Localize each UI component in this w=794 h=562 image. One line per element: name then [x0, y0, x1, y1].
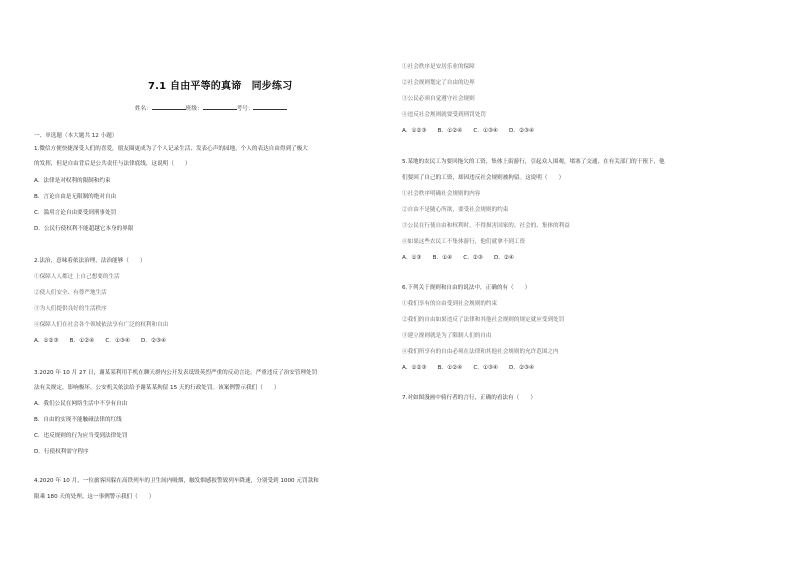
- q4-item-3: ③公民必须自觉遵守社会规则: [402, 96, 475, 102]
- q4-item-2: ②社会规则划定了自由的边界: [402, 80, 475, 86]
- q2-stem: 2.法治，意味着依法治理，法治能够（ ）: [34, 258, 146, 264]
- q5-item-2: ②自由不是随心所欲，要受社会规则的约束: [402, 207, 509, 213]
- q4-stem-line-1: 4.2020 年 10 月，一位旅客因躲在高铁列车的卫生间内吸烟，触发烟感报警致列车降速，分别受到 1000 元罚款和: [34, 478, 319, 484]
- q6-stem: 6.下列关于规则和自由的说法中，正确的有（ ）: [402, 285, 531, 291]
- q6-item-4: ④我们所享有的自由必须在法律和其他社会规则的允许范围之内: [402, 349, 559, 355]
- q7-stem: 7.对如图漫画中骑行者的言行，正确的看法有（ ）: [402, 395, 536, 401]
- q1-option-c: C．滥用言论自由要受到刑事处罚: [34, 210, 117, 216]
- q3-stem-line-1: 3.2020 年 10 月 27 日，谢某某利用手机在聊天群内公开发表诋毁英烈严重的反动言论，严重违反了治安管理处罚: [34, 370, 318, 376]
- q5-item-3: ③公民在行使自由和权利时，不得损害国家的、社会的、集体的利益: [402, 223, 570, 229]
- q3-option-c: C．违反规则的行为应当受到法律处罚: [34, 433, 128, 439]
- exam-no-label: 考号：: [236, 106, 254, 112]
- student-info-line: [135, 103, 287, 112]
- q2-item-1: ①保障人人都过 上自己想要的生活: [34, 274, 120, 280]
- q5-stem-line-1: 5.某地的农民工为要回拖欠的工资，集体上街游行，引起众人围观，堵塞了交通，在有关部门的干预下，他: [402, 159, 665, 165]
- q2-item-3: ③为人们提供良好的生活秩序: [34, 306, 107, 312]
- q1-option-b: B．言论自由是无限制的绝对自由: [34, 194, 117, 200]
- q4-choices: A．①②③ B．①②④ C．①③④ D．②③④: [402, 128, 534, 134]
- q6-item-3: ③建立规则就是为了限制人们的自由: [402, 333, 492, 339]
- q3-option-d: D．行使权利需守程序: [34, 449, 89, 455]
- q5-choices: A．①③ B．①④ C．②③ D．②④: [402, 255, 514, 261]
- q2-choices: A．①②③ B．①②④ C．①③④ D．②③④: [34, 338, 166, 344]
- q2-item-4: ④保障人们在社会各个领域依法享有广泛的权利和自由: [34, 322, 169, 328]
- q6-item-1: ①我们享有的自由受到社会规则的约束: [402, 301, 498, 307]
- class-blank[interactable]: [203, 103, 237, 110]
- q3-option-a: A．我们公民在网络生活中不享有自由: [34, 401, 128, 407]
- section-heading: 一、单选题（本大题共 12 小题）: [34, 133, 118, 139]
- q4-item-4: ④违反社会规则就要受到刑罚处罚: [402, 112, 486, 118]
- q1-stem-line-2: 的发挥，但是自由背后是公共责任与法律底线，这说明（ ）: [34, 161, 191, 167]
- q5-item-1: ①社会秩序明确社会规则的内容: [402, 191, 481, 197]
- q1-stem-line-1: 1.微信方便快捷深受人们的喜爱，朋友圈更成为了个人记录生活、发表心声的园地，个人的表达自由得到了极大: [34, 146, 308, 152]
- q1-option-a: A．法律是对权利的限制和约束: [34, 178, 111, 184]
- page-title: 7.1 自由平等的真谛 同步练习: [148, 81, 293, 92]
- q4-stem-line-2: 限乘 180 天的处理。这一事例警示我们（ ）: [34, 494, 155, 500]
- q3-stem-line-2: 法有关规定，影响极坏，公安机关依法给予谢某某拘留 15 天的行政处罚。该案例警示我们（ ）: [34, 385, 280, 391]
- q3-option-b: B．自由的实现不能触碰法律的红线: [34, 417, 122, 423]
- name-label: 姓名：: [135, 106, 152, 112]
- name-blank[interactable]: [152, 103, 186, 110]
- exam-no-blank[interactable]: [253, 103, 287, 110]
- q1-option-d: D．公民行使权利不能超越它本身的界限: [34, 226, 134, 232]
- q6-item-2: ②我们的自由如果违反了法律和其他社会规则的规定就应受到处罚: [402, 317, 565, 323]
- q6-choices: A．①②③ B．①②④ C．①③④ D．②③④: [402, 365, 534, 371]
- q5-item-4: ④如果这些农民工不集体游行，他们就拿不到工资: [402, 239, 526, 245]
- q4-item-1: ①社会秩序是安居乐业的保障: [402, 64, 475, 70]
- q2-item-2: ②使人们安全、有尊严地生活: [34, 290, 107, 296]
- q5-stem-line-2: 们要回了自己的工资，却因违反社会规则被拘留。这说明（ ）: [402, 175, 565, 181]
- class-label: 班级：: [185, 106, 203, 112]
